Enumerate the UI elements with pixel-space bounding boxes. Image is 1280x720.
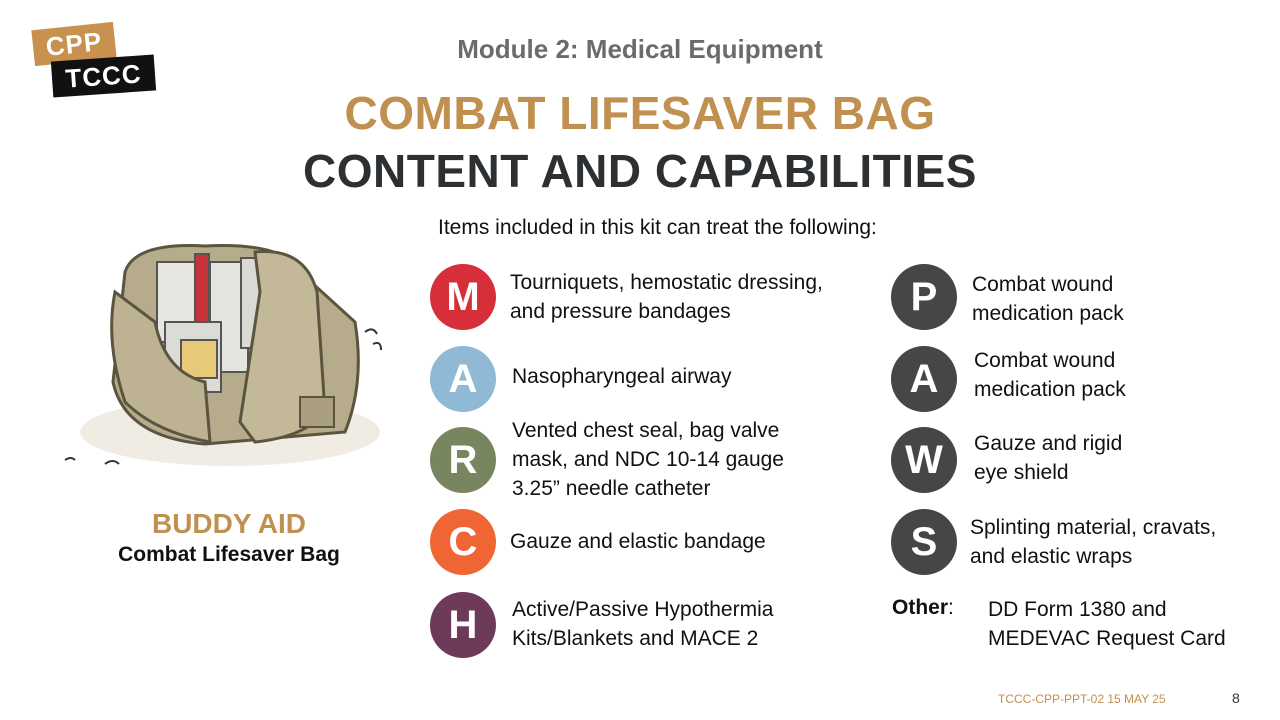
item-desc-a2 [974,346,1126,404]
logo-tccc: TCCC [51,54,156,97]
other-colon: : [948,596,954,619]
item-line: DD Form 1380 and [988,598,1167,621]
item-line: and elastic wraps [970,545,1133,568]
intro-text: Items included in this kit can treat the following: [438,216,877,239]
letter-circle-a: A [430,346,496,412]
item-desc-h [512,595,773,653]
item-line: Kits/Blankets and MACE 2 [512,627,759,650]
letter-circle-h: H [430,592,496,658]
item-line: Active/Passive Hypothermia [512,598,774,621]
footer-code: TCCC-CPP-PPT-02 15 MAY 25 [998,692,1166,706]
item-line: Nasopharyngeal airway [512,365,732,388]
item-line: Gauze and elastic bandage [510,530,766,553]
item-line: medication pack [972,302,1124,325]
item-desc-c [510,527,766,556]
item-line: Tourniquets, hemostatic dressing, [510,271,823,294]
item-line: MEDEVAC Request Card [988,627,1226,650]
item-desc-m [510,268,823,326]
letter-circle-m: M [430,264,496,330]
item-line: Vented chest seal, bag valve [512,419,780,442]
other-label-text: Other [892,596,949,619]
item-line: Gauze and rigid [974,432,1123,455]
page-title: COMBAT LIFESAVER BAG [344,87,936,139]
letter-circle-r: R [430,427,496,493]
letter-circle-w: W [891,427,957,493]
bag-name: Combat Lifesaver Bag [118,543,340,566]
medical-bag-icon [55,232,395,480]
item-desc-a [512,362,731,391]
item-line: Combat wound [972,273,1114,296]
item-line: mask, and NDC 10-14 gauge [512,448,784,471]
other-label [892,596,954,620]
item-line: Combat wound [974,349,1116,372]
item-desc-r [512,416,784,503]
logo-cpp: CPP [31,22,116,66]
letter-circle-c: C [430,509,496,575]
module-title: Module 2: Medical Equipment [457,34,823,64]
buddy-aid-heading: BUDDY AID [151,508,306,539]
other-desc [988,595,1226,653]
letter-circle-s: S [891,509,957,575]
letter-circle-a2: A [891,346,957,412]
item-line: Splinting material, cravats, [970,516,1217,539]
item-line: eye shield [974,461,1069,484]
page-number: 8 [1232,690,1240,706]
page-subtitle: CONTENT AND CAPABILITIES [303,145,977,197]
item-line: medication pack [974,378,1126,401]
item-desc-w [974,429,1122,487]
letter-circle-p: P [891,264,957,330]
item-line: and pressure bandages [510,300,731,323]
item-desc-p [972,270,1124,328]
item-line: 3.25” needle catheter [512,477,711,500]
item-desc-s [970,513,1216,571]
